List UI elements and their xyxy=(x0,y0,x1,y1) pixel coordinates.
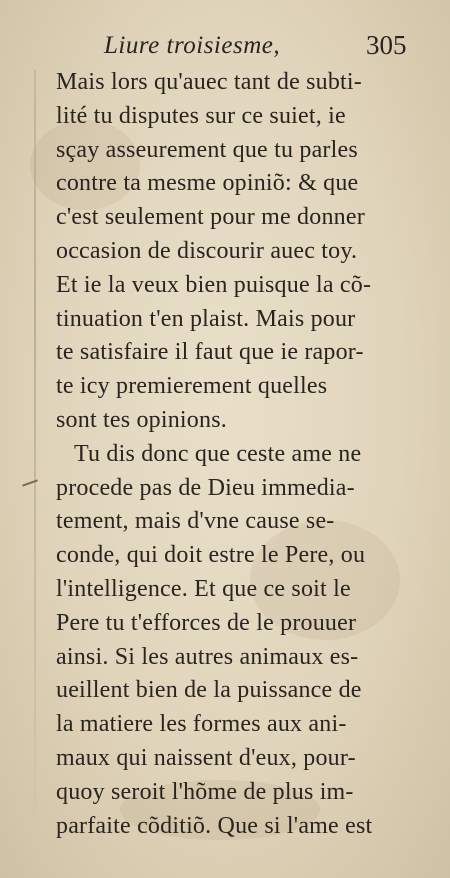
text-line: sçay asseurement que tu parles xyxy=(56,136,358,163)
paragraph-start-line: Tu dis donc que ceste ame ne xyxy=(74,440,362,467)
text-line: tement, mais d'vne cause se- xyxy=(56,508,335,535)
text-line: te satisfaire il faut que ie rapor- xyxy=(56,339,364,366)
text-line: quoy seroit l'hõme de plus im- xyxy=(56,778,354,805)
text-line: Et ie la veux bien puisque la cõ- xyxy=(56,271,372,298)
margin-gutter-line xyxy=(34,70,36,830)
text-line: Pere tu t'efforces de le prouuer xyxy=(56,609,357,636)
text-line: procede pas de Dieu immedia- xyxy=(56,474,355,501)
text-line: l'intelligence. Et que ce soit le xyxy=(56,575,351,602)
text-line: lité tu disputes sur ce suiet, ie xyxy=(56,102,346,129)
text-line: occasion de discourir auec toy. xyxy=(56,237,358,264)
page-header xyxy=(0,30,450,70)
text-line: ainsi. Si les autres animaux es- xyxy=(56,643,359,670)
page-number: 305 xyxy=(366,30,407,60)
text-line: ueillent bien de la puissance de xyxy=(56,677,362,704)
text-line: te icy premierement quelles xyxy=(56,373,328,400)
text-line: Mais lors qu'auec tant de subti- xyxy=(56,69,362,95)
text-line: c'est seulement pour me donner xyxy=(56,204,365,231)
text-line: sont tes opinions. xyxy=(56,406,227,433)
body-text xyxy=(56,66,432,843)
text-line: contre ta mesme opiniõ: & que xyxy=(56,170,359,197)
text-line: parfaite cõditiõ. Que si l'ame est xyxy=(56,812,373,839)
text-line: la matiere les formes aux ani- xyxy=(56,711,347,738)
text-line: conde, qui doit estre le Pere, ou xyxy=(56,542,366,569)
running-title: Liure troisiesme, xyxy=(104,32,281,59)
text-line: maux qui naissent d'eux, pour- xyxy=(56,744,356,771)
text-line: tinuation t'en plaist. Mais pour xyxy=(56,305,356,332)
